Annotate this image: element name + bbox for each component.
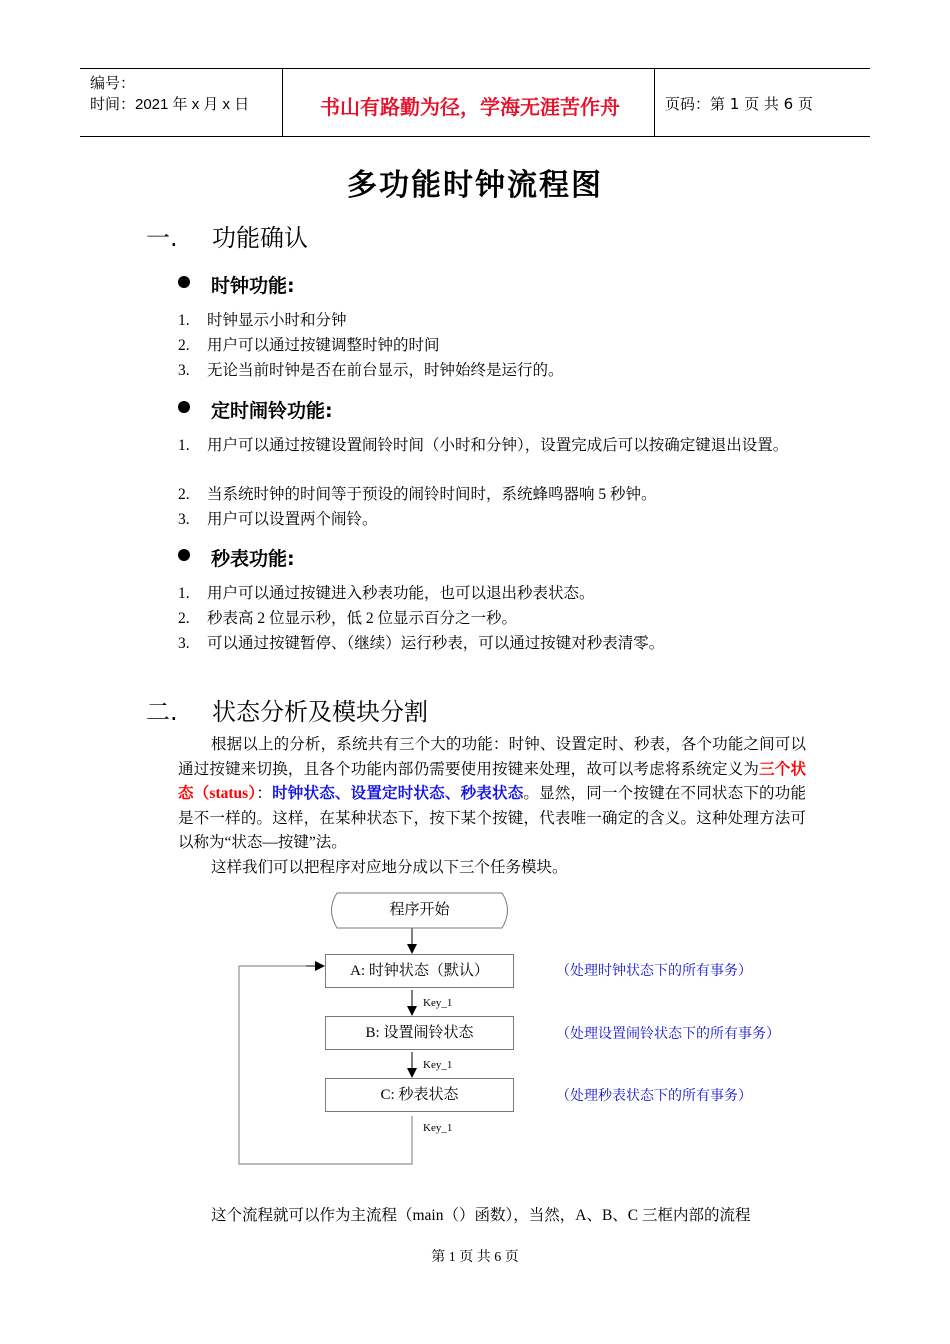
state-box-c: C: 秒表状态: [325, 1078, 514, 1112]
start-label: 程序开始: [389, 902, 450, 918]
key-label: Key_1: [423, 1122, 453, 1134]
state-note-c: （处理秒表状态下的所有事务）: [556, 1088, 752, 1104]
body-paragraph: 根据以上的分析，系统共有三个大的功能：时钟、设置定时、秒表，各个功能之间可以通过按键来切换，且各个功能内部仍需要使用按键来处理，故可以考虑将系统定义为三个状态（status）：时钟状态、设置定时状态、秒表状态。显然，同一个按键在不同状态下的功能是不一样的。这样，在某种状态下，按下某个按键，代表唯一确定的含义。这种处理方法可以称为“状态—按键”法。: [178, 736, 806, 851]
highlight-states: 三个状态（status）: [178, 760, 806, 802]
state-note-b: （处理设置闹铃状态下的所有事务）: [556, 1026, 780, 1042]
page-footer: 第 1 页 共 6 页: [431, 1250, 519, 1265]
body-paragraph: 这个流程就可以作为主流程（main（）函数），当然，A、B、C 三框内部的流程: [211, 1207, 751, 1224]
highlight-state-names: 时钟状态、设置定时状态、秒表状态: [272, 785, 524, 802]
list-item: 3. 无论当前时钟是否在前台显示，时钟始终是运行的。: [178, 362, 564, 379]
state-box-a: A: 时钟状态（默认）: [325, 954, 514, 988]
serial-label: 编号：: [90, 75, 136, 92]
state-box-b: B: 设置闹铃状态: [325, 1016, 514, 1050]
list-item: 2. 当系统时钟的时间等于预设的闹铃时间时，系统蜂鸣器响 5 秒钟。: [178, 486, 657, 503]
subsection-title: 定时闹铃功能:: [211, 400, 333, 422]
list-item: 1. 用户可以通过按键进入秒表功能，也可以退出秒表状态。: [178, 585, 595, 602]
section-title: 功能确认: [212, 224, 308, 252]
section-number: 二.: [146, 698, 178, 726]
header-page-info: 页码：第 1 页 共 6 页: [665, 95, 813, 113]
subsection-title: 时钟功能:: [211, 275, 295, 297]
list-item: 1. 时钟显示小时和分钟: [178, 312, 347, 329]
key-label: Key_1: [423, 1059, 453, 1071]
section-number: 一.: [146, 224, 178, 252]
state-note-a: （处理时钟状态下的所有事务）: [556, 963, 752, 979]
list-item: 2. 用户可以通过按键调整时钟的时间: [178, 337, 440, 354]
list-item: 1. 用户可以通过按键设置闹铃时间（小时和分钟），设置完成后可以按确定键退出设置。: [178, 437, 789, 454]
key-label: Key_1: [423, 997, 453, 1009]
list-item: 3. 用户可以设置两个闹铃。: [178, 511, 378, 528]
time-label: 时间：2021 年 x 月 x 日: [90, 96, 250, 113]
body-paragraph: 这样我们可以把程序对应地分成以下三个任务模块。: [211, 859, 568, 876]
list-item: 2. 秒表高 2 位显示秒，低 2 位显示百分之一秒。: [178, 610, 518, 627]
section-title: 状态分析及模块分割: [212, 698, 428, 726]
header-motto: 书山有路勤为径，学海无涯苦作舟: [320, 95, 620, 119]
page-title: 多功能时钟流程图: [347, 168, 603, 203]
list-item: 3. 可以通过按键暂停、（继续）运行秒表，可以通过按键对秒表清零。: [178, 635, 665, 652]
subsection-title: 秒表功能:: [211, 548, 295, 570]
